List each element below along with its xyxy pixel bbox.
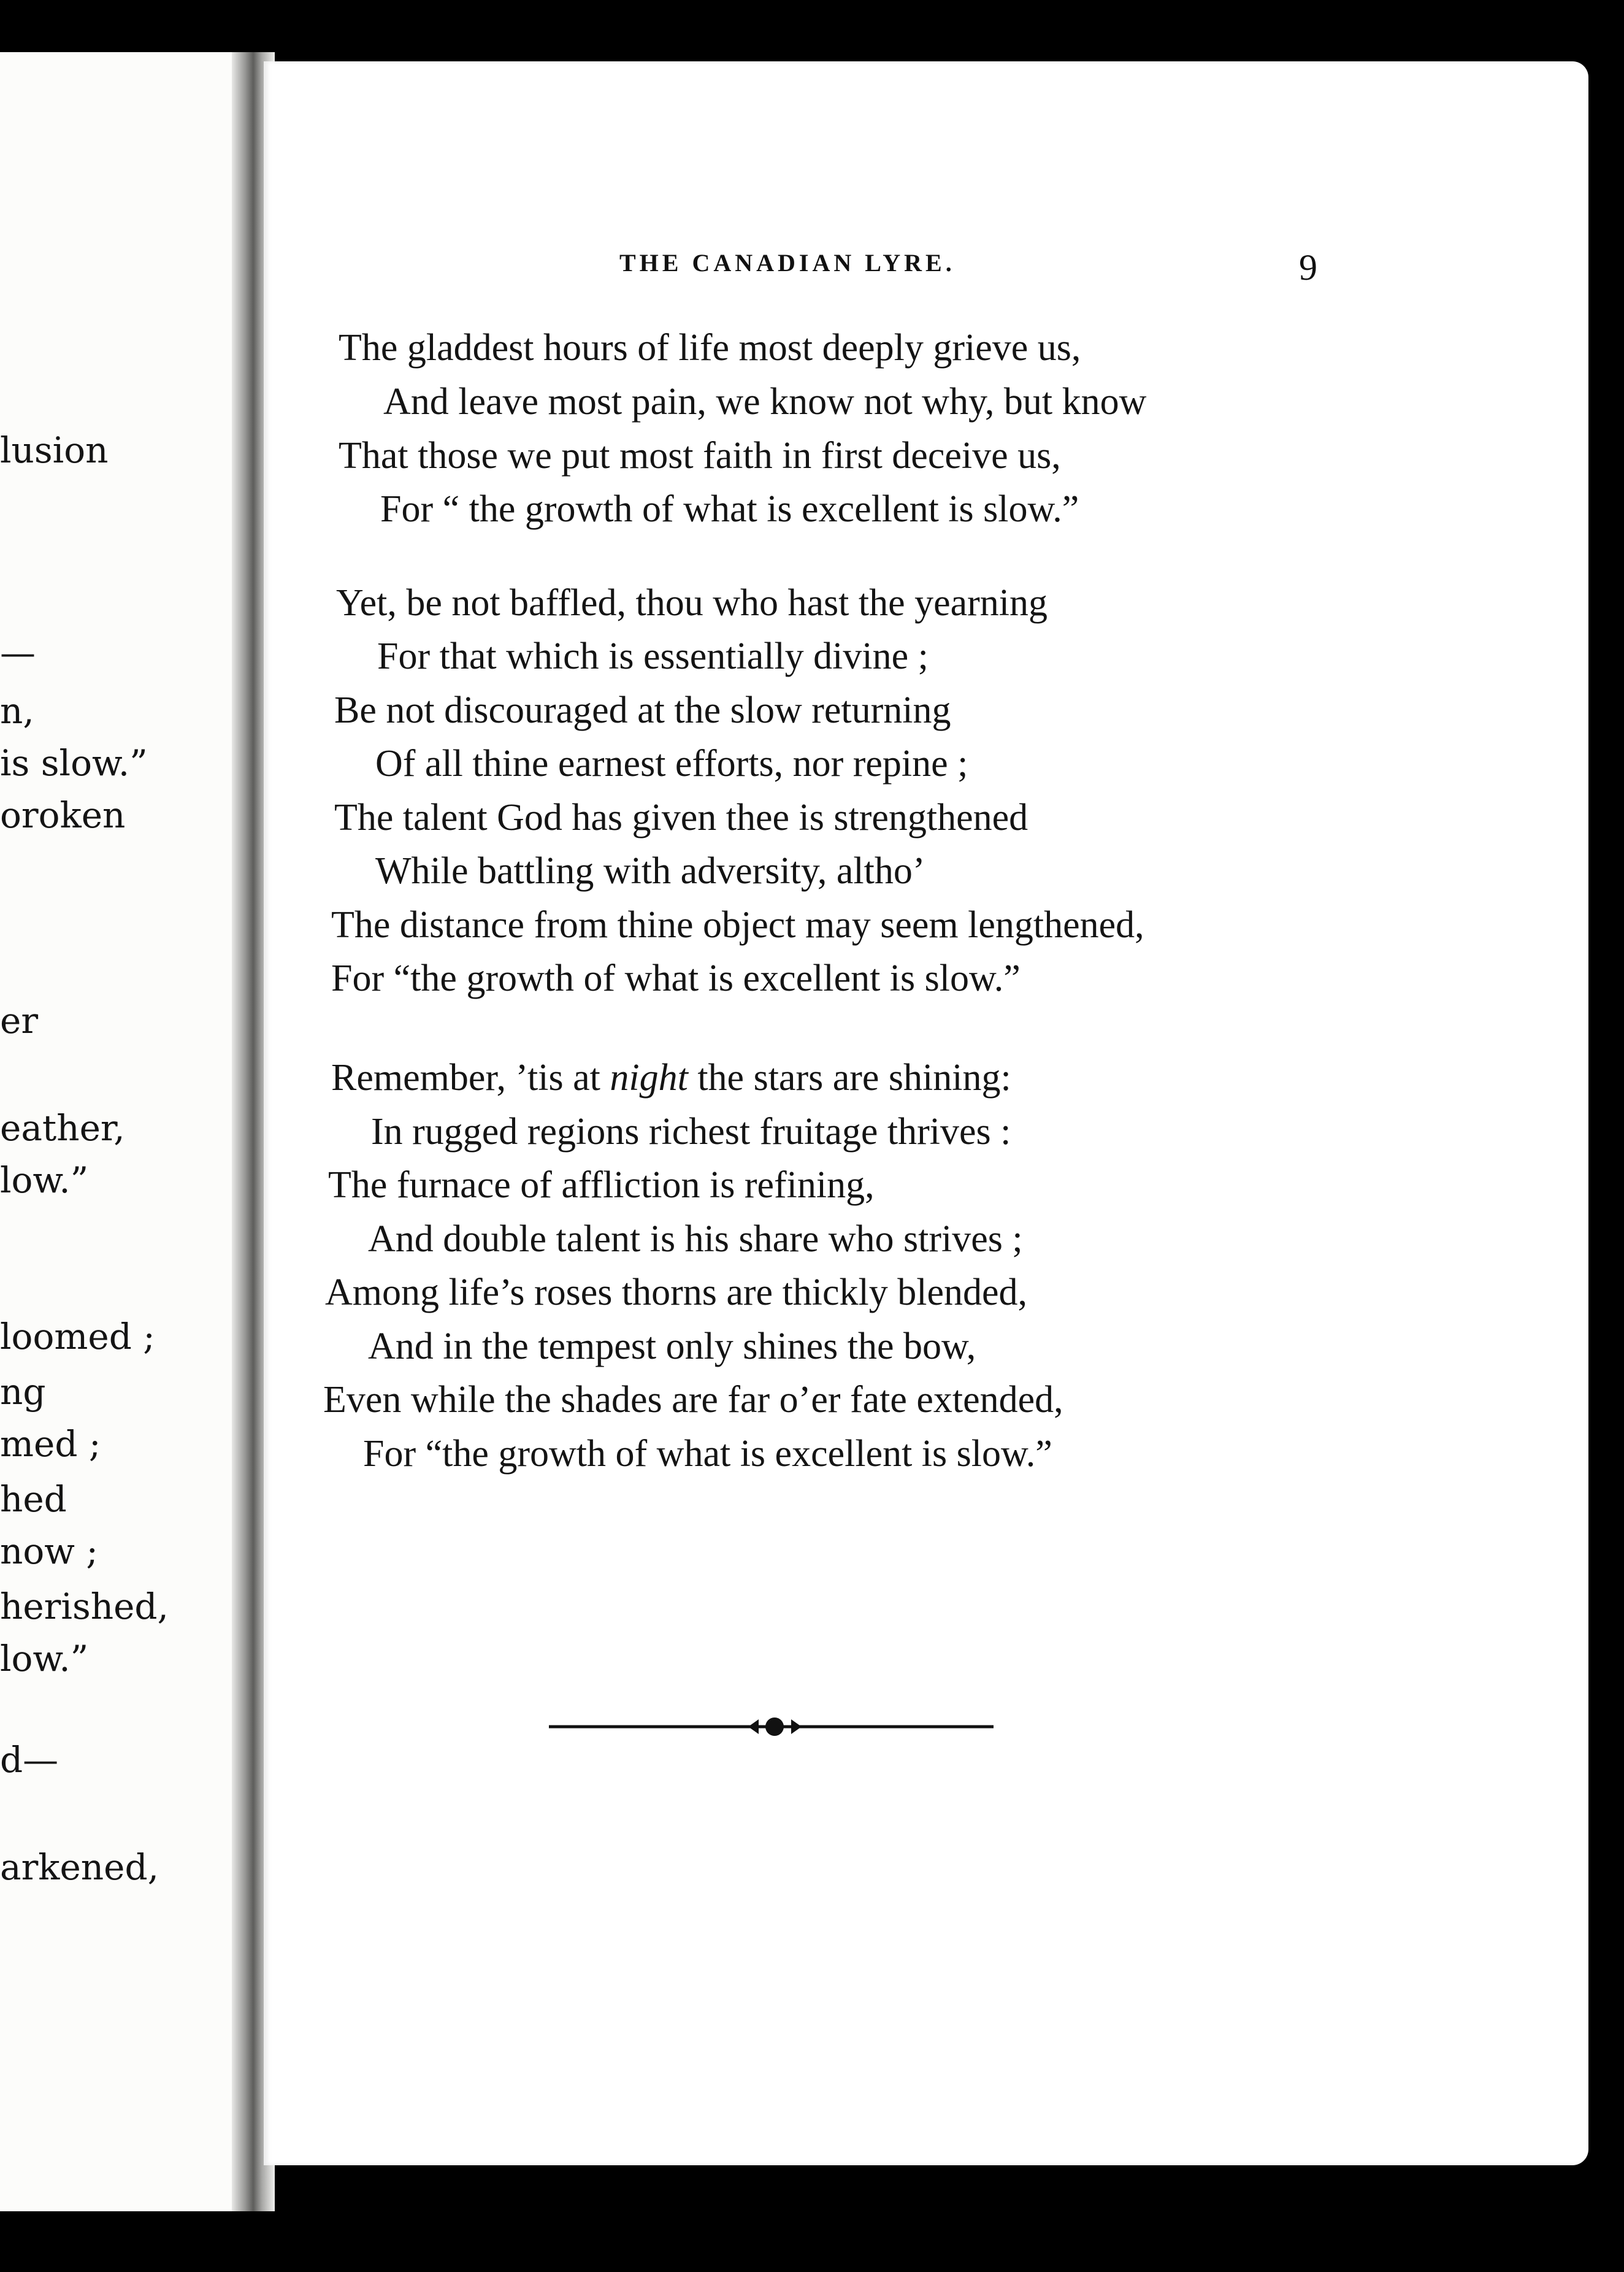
poem-line: And double talent is his share who strives ;: [368, 1218, 1023, 1260]
poem-line: While battling with adversity, altho’: [375, 850, 925, 892]
rule-center-dot: [765, 1717, 784, 1736]
left-page-fragment: low.”: [0, 1638, 89, 1679]
left-page-fragment: low.”: [0, 1159, 89, 1201]
poem-line: And leave most pain, we know not why, but know: [383, 381, 1147, 423]
poem-line: Be not discouraged at the slow returning: [334, 689, 951, 731]
left-facing-page: [0, 52, 245, 2211]
left-page-fragment: is slow.”: [0, 742, 148, 784]
poem-line: For “the growth of what is excellent is slow.”: [331, 958, 1021, 999]
ornamental-rule: [549, 1714, 994, 1739]
left-page-fragment: arkened,: [0, 1846, 159, 1888]
poem-line-end: the stars are shining:: [688, 1057, 1011, 1099]
left-page-fragment: ng: [0, 1371, 46, 1413]
left-page-fragment: n,: [0, 690, 34, 732]
poem-line: For “ the growth of what is excellent is slow.”: [380, 488, 1079, 530]
poem-line: The distance from thine object may seem lengthened,: [331, 904, 1144, 946]
poem-line: The talent God has given thee is strengthened: [334, 797, 1028, 839]
running-head: THE CANADIAN LYRE.: [619, 249, 956, 277]
left-page-fragment: now ;: [0, 1530, 98, 1572]
left-page-fragment: d—: [0, 1739, 59, 1781]
poem-line-start: Remember, ’tis at: [331, 1057, 610, 1099]
left-page-fragment: oroken: [0, 794, 126, 836]
left-page-text: [0, 52, 245, 2211]
left-page-fragment: lusion: [0, 429, 109, 471]
left-page-fragment: loomed ;: [0, 1316, 155, 1357]
poem-line: That those we put most faith in first deceive us,: [339, 435, 1061, 477]
poem-line: In rugged regions richest fruitage thrives :: [371, 1111, 1011, 1153]
poem-line: The gladdest hours of life most deeply grieve us,: [339, 327, 1081, 369]
italic-word: night: [610, 1057, 688, 1099]
poem-line: For “the growth of what is excellent is slow.”: [363, 1433, 1052, 1475]
poem-line: And in the tempest only shines the bow,: [368, 1326, 976, 1367]
left-page-fragment: hed: [0, 1478, 67, 1520]
poem-line: Among life’s roses thorns are thickly blended,: [325, 1272, 1028, 1313]
poem-line: Even while the shades are far o’er fate extended,: [323, 1379, 1063, 1421]
left-page-fragment: er: [0, 1000, 39, 1042]
left-page-fragment: —: [0, 632, 36, 674]
poem-line: Of all thine earnest efforts, nor repine ;: [375, 743, 968, 785]
page-number: 9: [1299, 247, 1317, 288]
poem-line: [331, 1056, 1011, 1100]
poem-line: Yet, be not baffled, thou who hast the yearning: [336, 582, 1048, 624]
left-page-fragment: med ;: [0, 1423, 101, 1465]
poem-line: The furnace of affliction is refining,: [328, 1164, 875, 1206]
left-page-fragment: eather,: [0, 1107, 125, 1149]
left-page-fragment: herished,: [0, 1586, 169, 1627]
poem-line: For that which is essentially divine ;: [377, 635, 929, 677]
rule-left-point: [748, 1719, 759, 1734]
rule-right-point: [791, 1719, 802, 1734]
